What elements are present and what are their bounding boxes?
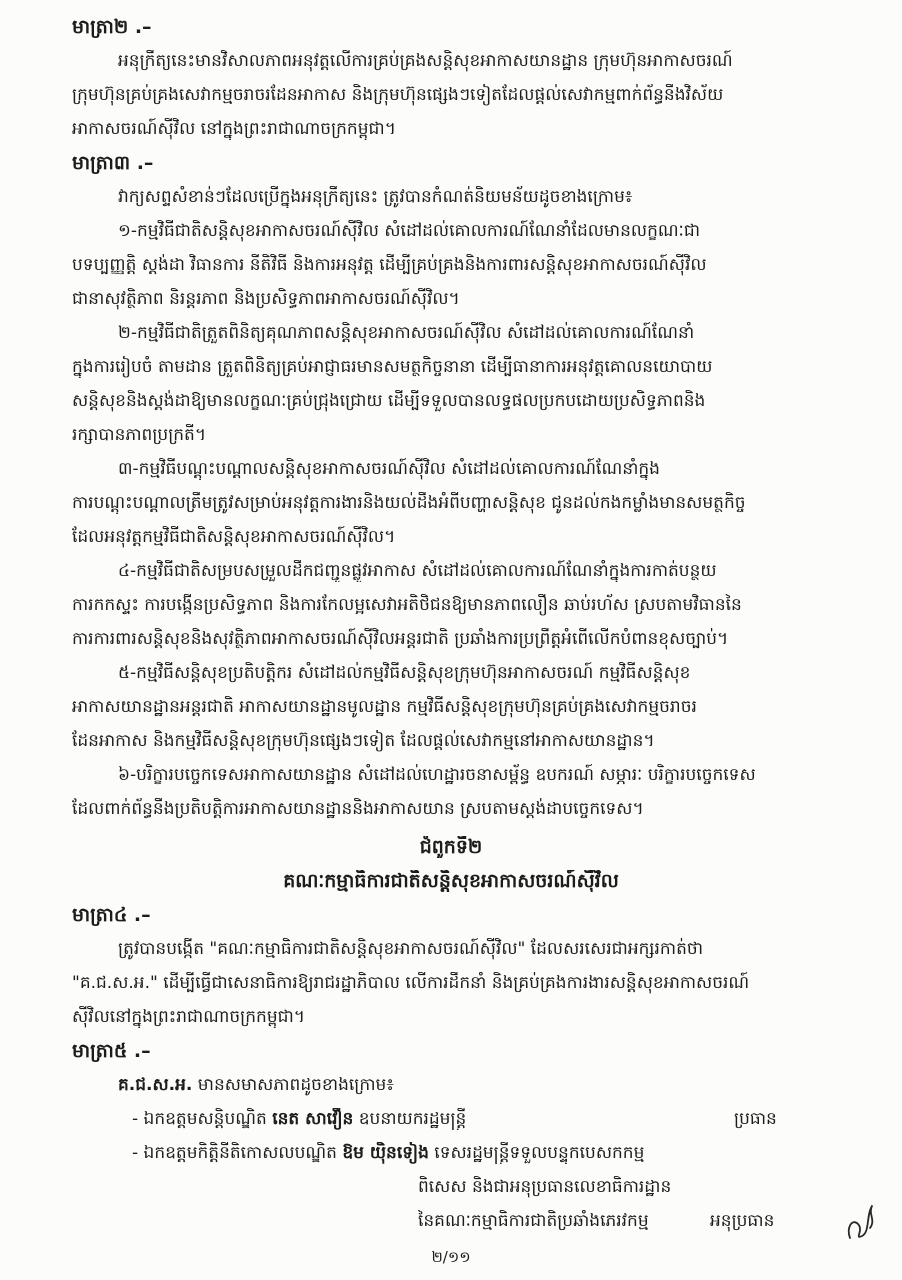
definition-2-line: ក្នុងការរៀបចំ តាមដាន ត្រួតពិនិត្យគ្រប់អាជ្ញាធរមានសមត្ថកិច្ចនានា ដើម្បីធានាការអនុវត្តគោលនយោបាយ [72, 357, 713, 377]
article-4-line: ត្រូវបានបង្កើត "គណៈកម្មាធិការជាតិសន្តិសុខអាកាសចរណ៍ស៊ីវិល" ដែលសរសេរជាអក្សរកាត់ថា [118, 939, 704, 959]
member-1-title: - ឯកឧត្តមសន្តិបណ្ឌិត [132, 1109, 273, 1129]
definition-5-line: អាកាសយានដ្ឋានអន្តរជាតិ អាកាសយានដ្ឋានមូលដ្ឋាន កម្មវិធីសន្តិសុខក្រុមហ៊ុនគ្រប់គ្រងសេវាកម្មចរាចរ [72, 697, 697, 717]
definition-1-line: ១-កម្មវិធីជាតិសន្តិសុខអាកាសចរណ៍ស៊ីវិល សំដៅដល់គោលការណ៍ណែនាំដែលមានលក្ខណៈជា [118, 221, 701, 241]
article-5-heading: មាត្រា៥ .– [72, 1040, 151, 1062]
article-2-line: ក្រុមហ៊ុនគ្រប់គ្រងសេវាកម្មចរាចរដែនអាកាស និងក្រុមហ៊ុនផ្សេងៗទៀតដែលផ្តល់សេវាកម្មពាក់ព័ន្ធនឹងវិស័យ [72, 85, 724, 105]
definition-6-line: ដែលពាក់ព័ន្ធនឹងប្រតិបត្តិការអាកាសយានដ្ឋាននិងអាកាសយាន ស្របតាមស្តង់ដាបច្ចេកទេស។ [72, 799, 644, 819]
article-3-intro: វាក្យសព្ទសំខាន់ៗដែលប្រើក្នុងអនុក្រឹត្យនេះ ត្រូវបានកំណត់និយមន័យដូចខាងក្រោម៖ [118, 187, 633, 207]
member-2-position: ទេសរដ្ឋមន្ត្រីទទួលបន្ទុកបេសកកម្ម [428, 1143, 645, 1163]
intro-text: មានសមាសភាពដូចខាងក្រោម៖ [192, 1075, 394, 1095]
article-2-line: អនុក្រឹត្យនេះមានវិសាលភាពអនុវត្តលើការគ្រប់គ្រងសន្តិសុខអាកាសយានដ្ឋាន ក្រុមហ៊ុនអាកាសចរណ៍ [118, 51, 733, 71]
member-2 [132, 1142, 644, 1164]
article-5-intro [118, 1074, 394, 1096]
definition-6-line: ៦-បរិក្ខារបច្ចេកទេសអាកាសយានដ្ឋាន សំដៅដល់ហេដ្ឋារចនាសម្ព័ន្ធ ឧបករណ៍ សម្ភារៈ បរិក្ខារបច្ចេកទេស [118, 765, 756, 785]
member-1-role: ប្រធាន [734, 1109, 777, 1129]
member-1 [132, 1108, 466, 1130]
chapter-title: គណៈកម្មាធិការជាតិសន្តិសុខអាកាសចរណ៍ស៊ីវិល [283, 870, 619, 892]
definition-5-line: ៥-កម្មវិធីសន្តិសុខប្រតិបត្តិករ សំដៅដល់កម្មវិធីសន្តិសុខក្រុមហ៊ុនអាកាសចរណ៍ កម្មវិធីសន្តិសុខ [118, 663, 691, 683]
article-3-heading: មាត្រា៣ .– [72, 152, 154, 174]
definition-3-line: ការបណ្តុះបណ្តាលត្រឹមត្រូវសម្រាប់អនុវត្តការងារនិងយល់ដឹងអំពីបញ្ហាសន្តិសុខ ជូនដល់កងកម្លាំងមានសមត្ថកិច្ច [72, 493, 746, 513]
definition-4-line: ការកកស្ទះ ការបង្កើនប្រសិទ្ធភាព និងការកែលម្អសេវាអតិថិជនឱ្យមានភាពលឿន ឆាប់រហ័ស ស្របតាមវិធាននៃ [72, 595, 742, 615]
article-4-line: "គ.ជ.ស.អ." ដើម្បីធ្វើជាសេនាធិការឱ្យរាជរដ្ឋាភិបាល លើការដឹកនាំ និងគ្រប់គ្រងការងារសន្តិសុខអាកាសចរណ៍ [72, 973, 750, 993]
member-2-name: ឱម យ៉ិនទៀង [342, 1143, 429, 1163]
article-4-line: ស៊ីវិលនៅក្នុងព្រះរាជាណាចក្រកម្ពុជា។ [72, 1007, 306, 1027]
handwritten-initial-mark [842, 1198, 880, 1244]
definition-1-line: បទប្បញ្ញត្តិ ស្តង់ដា វិធានការ នីតិវិធី និងការអនុវត្ត ដើម្បីគ្រប់គ្រងនិងការពារសន្តិសុខអាកាសចរណ៍ស៊ីវិល [72, 255, 707, 275]
definition-2-line: រក្សាបានភាពប្រក្រតី។ [72, 425, 207, 445]
definition-4-line: ៤-កម្មវិធីជាតិសម្របសម្រួលដឹកជញ្ជូនផ្លូវអាកាស សំដៅដល់គោលការណ៍ណែនាំក្នុងការកាត់បន្ថយ [118, 561, 717, 581]
member-1-position: ឧបនាយករដ្ឋមន្ត្រី [353, 1109, 467, 1129]
definition-4-line: ការការពារសន្តិសុខនិងសុវត្ថិភាពអាកាសចរណ៍ស៊ីវិលអន្តរជាតិ ប្រឆាំងការប្រព្រឹត្តអំពើលើកបំពានខុសច្បាប់។ [72, 629, 729, 649]
definition-3-line: ដែលអនុវត្តកម្មវិធីជាតិសន្តិសុខអាកាសចរណ៍ស៊ីវិល។ [72, 527, 396, 547]
article-2-line: អាកាសចរណ៍ស៊ីវិល នៅក្នុងព្រះរាជាណាចក្រកម្ពុជា។ [72, 119, 396, 139]
definition-3-line: ៣-កម្មវិធីបណ្តុះបណ្តាលសន្តិសុខអាកាសចរណ៍ស៊ីវិល សំដៅដល់គោលការណ៍ណែនាំក្នុង [118, 459, 660, 479]
member-2-line: នៃគណៈកម្មាធិការជាតិប្រឆាំងភេរវកម្ម [418, 1211, 649, 1231]
article-4-heading: មាត្រា៤ .– [72, 904, 151, 926]
chapter-number: ជំពូកទី២ [419, 836, 483, 858]
definition-5-line: ដែនអាកាស និងកម្មវិធីសន្តិសុខក្រុមហ៊ុនផ្សេងៗទៀត ដែលផ្តល់សេវាកម្មនៅអាកាសយានដ្ឋាន។ [72, 731, 655, 751]
member-1-name: នេត សាវឿន [272, 1109, 354, 1129]
definition-1-line: ជានាសុវត្ថិភាព និរន្តរភាព និងប្រសិទ្ធភាពអាកាសចរណ៍ស៊ីវិល។ [72, 289, 460, 309]
member-2-line: ពិសេស និងជាអនុប្រធានលេខាធិការដ្ឋាន [418, 1177, 672, 1197]
abbreviation: គ.ជ.ស.អ. [118, 1075, 193, 1095]
page-number: ២/១១ [431, 1248, 471, 1266]
article-2-heading: មាត្រា២ .– [72, 16, 152, 38]
definition-2-line: ២-កម្មវិធីជាតិត្រួតពិនិត្យគុណភាពសន្តិសុខអាកាសចរណ៍ស៊ីវិល សំដៅដល់គោលការណ៍ណែនាំ [118, 323, 695, 343]
member-2-title: - ឯកឧត្តមកិត្តិនីតិកោសលបណ្ឌិត [132, 1143, 343, 1163]
definition-2-line: សន្តិសុខនិងស្តង់ដាឱ្យមានលក្ខណៈគ្រប់ជ្រុងជ្រោយ ដើម្បីទទួលបានលទ្ធផលប្រកបដោយប្រសិទ្ធភាពនិង [72, 391, 706, 411]
member-2-role: អនុប្រធាន [710, 1211, 775, 1231]
